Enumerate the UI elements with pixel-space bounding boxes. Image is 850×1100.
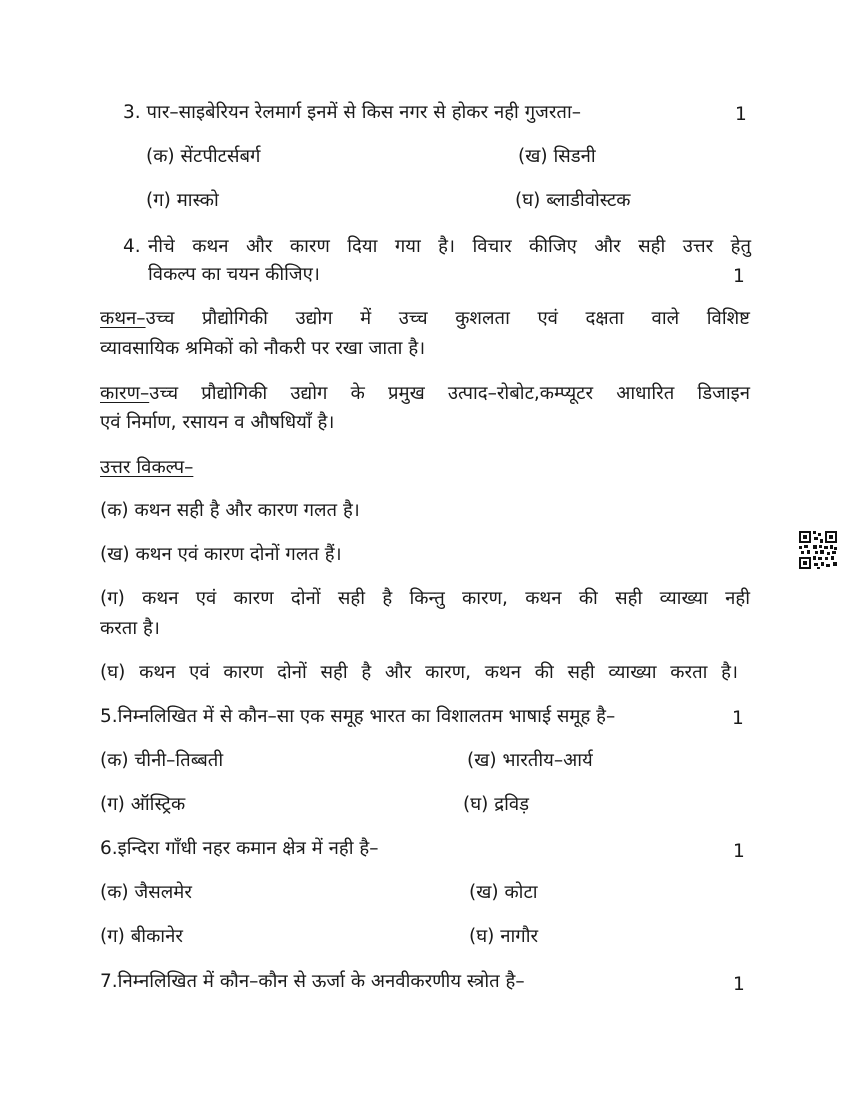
q5-marks: 1 — [732, 708, 744, 729]
q4-text-line1: नीचे कथन और कारण दिया गया है। विचार कीजिए और सही उत्तर हेतु — [148, 236, 751, 257]
q3-option-d: (घ) ब्लाडीवोस्टक — [515, 190, 631, 211]
q4-marks: 1 — [733, 266, 745, 287]
q7-question: 7.निम्नलिखित में कौन–कौन से ऊर्जा के अनवीकरणीय स्त्रोत है– — [100, 971, 525, 992]
q4-option-a: (क) कथन सही है और कारण गलत है। — [100, 500, 360, 521]
q5-question: 5.निम्नलिखित में से कौन–सा एक समूह भारत का विशालतम भाषाई समूह है– — [100, 706, 616, 727]
q4-statement-label: कथन– — [100, 308, 146, 329]
q4-options-heading: उत्तर विकल्प– — [100, 457, 194, 478]
q6-option-b: (ख) कोटा — [469, 882, 538, 903]
qr-code-icon — [798, 530, 838, 570]
q6-option-d: (घ) नागौर — [469, 926, 539, 947]
q6-option-a: (क) जैसलमेर — [100, 882, 192, 903]
q4-statement-line1 — [100, 307, 750, 331]
q5-option-a: (क) चीनी–तिब्बती — [100, 750, 224, 771]
q4-option-d: (घ) कथन एवं कारण दोनों सही है और कारण, कथन की सही व्याख्या करता है। — [100, 662, 738, 683]
q5-option-b: (ख) भारतीय–आर्य — [467, 750, 593, 771]
q4-reason-text: उच्च प्रौद्योगिकी उद्योग के प्रमुख उत्पाद–रोबोट,कम्प्यूटर आधारित डिजाइन — [149, 383, 750, 404]
q3-option-c: (ग) मास्को — [146, 190, 219, 211]
q4-statement-line2: व्यावसायिक श्रमिकों को नौकरी पर रखा जाता है। — [100, 338, 426, 359]
q7-marks: 1 — [733, 974, 745, 995]
q4-option-b: (ख) कथन एवं कारण दोनों गलत हैं। — [100, 544, 342, 565]
q4-reason-label: कारण– — [100, 383, 150, 404]
q3-option-a: (क) सेंटपीटर्सबर्ग — [146, 146, 261, 167]
q6-option-c: (ग) बीकानेर — [100, 926, 183, 947]
q6-marks: 1 — [733, 841, 745, 862]
q4-option-c-line2: करता है। — [100, 618, 160, 639]
q4-statement-text: उच्च प्रौद्योगिकी उद्योग में उच्च कुशलता एवं दक्षता वाले विशिष्ट — [145, 308, 750, 329]
q4-reason-line2: एवं निर्माण, रसायन व औषधियाँ है। — [100, 412, 335, 433]
q4-text-line2: विकल्प का चयन कीजिए। — [148, 264, 320, 285]
q4-number: 4. — [123, 236, 141, 257]
q3-option-b: (ख) सिडनी — [518, 146, 596, 167]
q3-question: पार–साइबेरियन रेलमार्ग इनमें से किस नगर से होकर नही गुजरता– — [146, 102, 582, 123]
q4-option-c-line1: (ग) कथन एवं कारण दोनों सही है किन्तु कारण, कथन की सही व्याख्या नही — [100, 588, 750, 609]
q5-option-c: (ग) ऑस्ट्रिक — [100, 794, 186, 815]
q3-marks: 1 — [735, 104, 747, 125]
q3-text — [123, 101, 581, 125]
q4-reason-line1 — [100, 382, 750, 406]
q6-question: 6.इन्दिरा गाँधी नहर कमान क्षेत्र में नही है– — [100, 838, 379, 859]
q3-number: 3. — [123, 102, 141, 123]
q5-option-d: (घ) द्रविड़ — [463, 794, 530, 815]
